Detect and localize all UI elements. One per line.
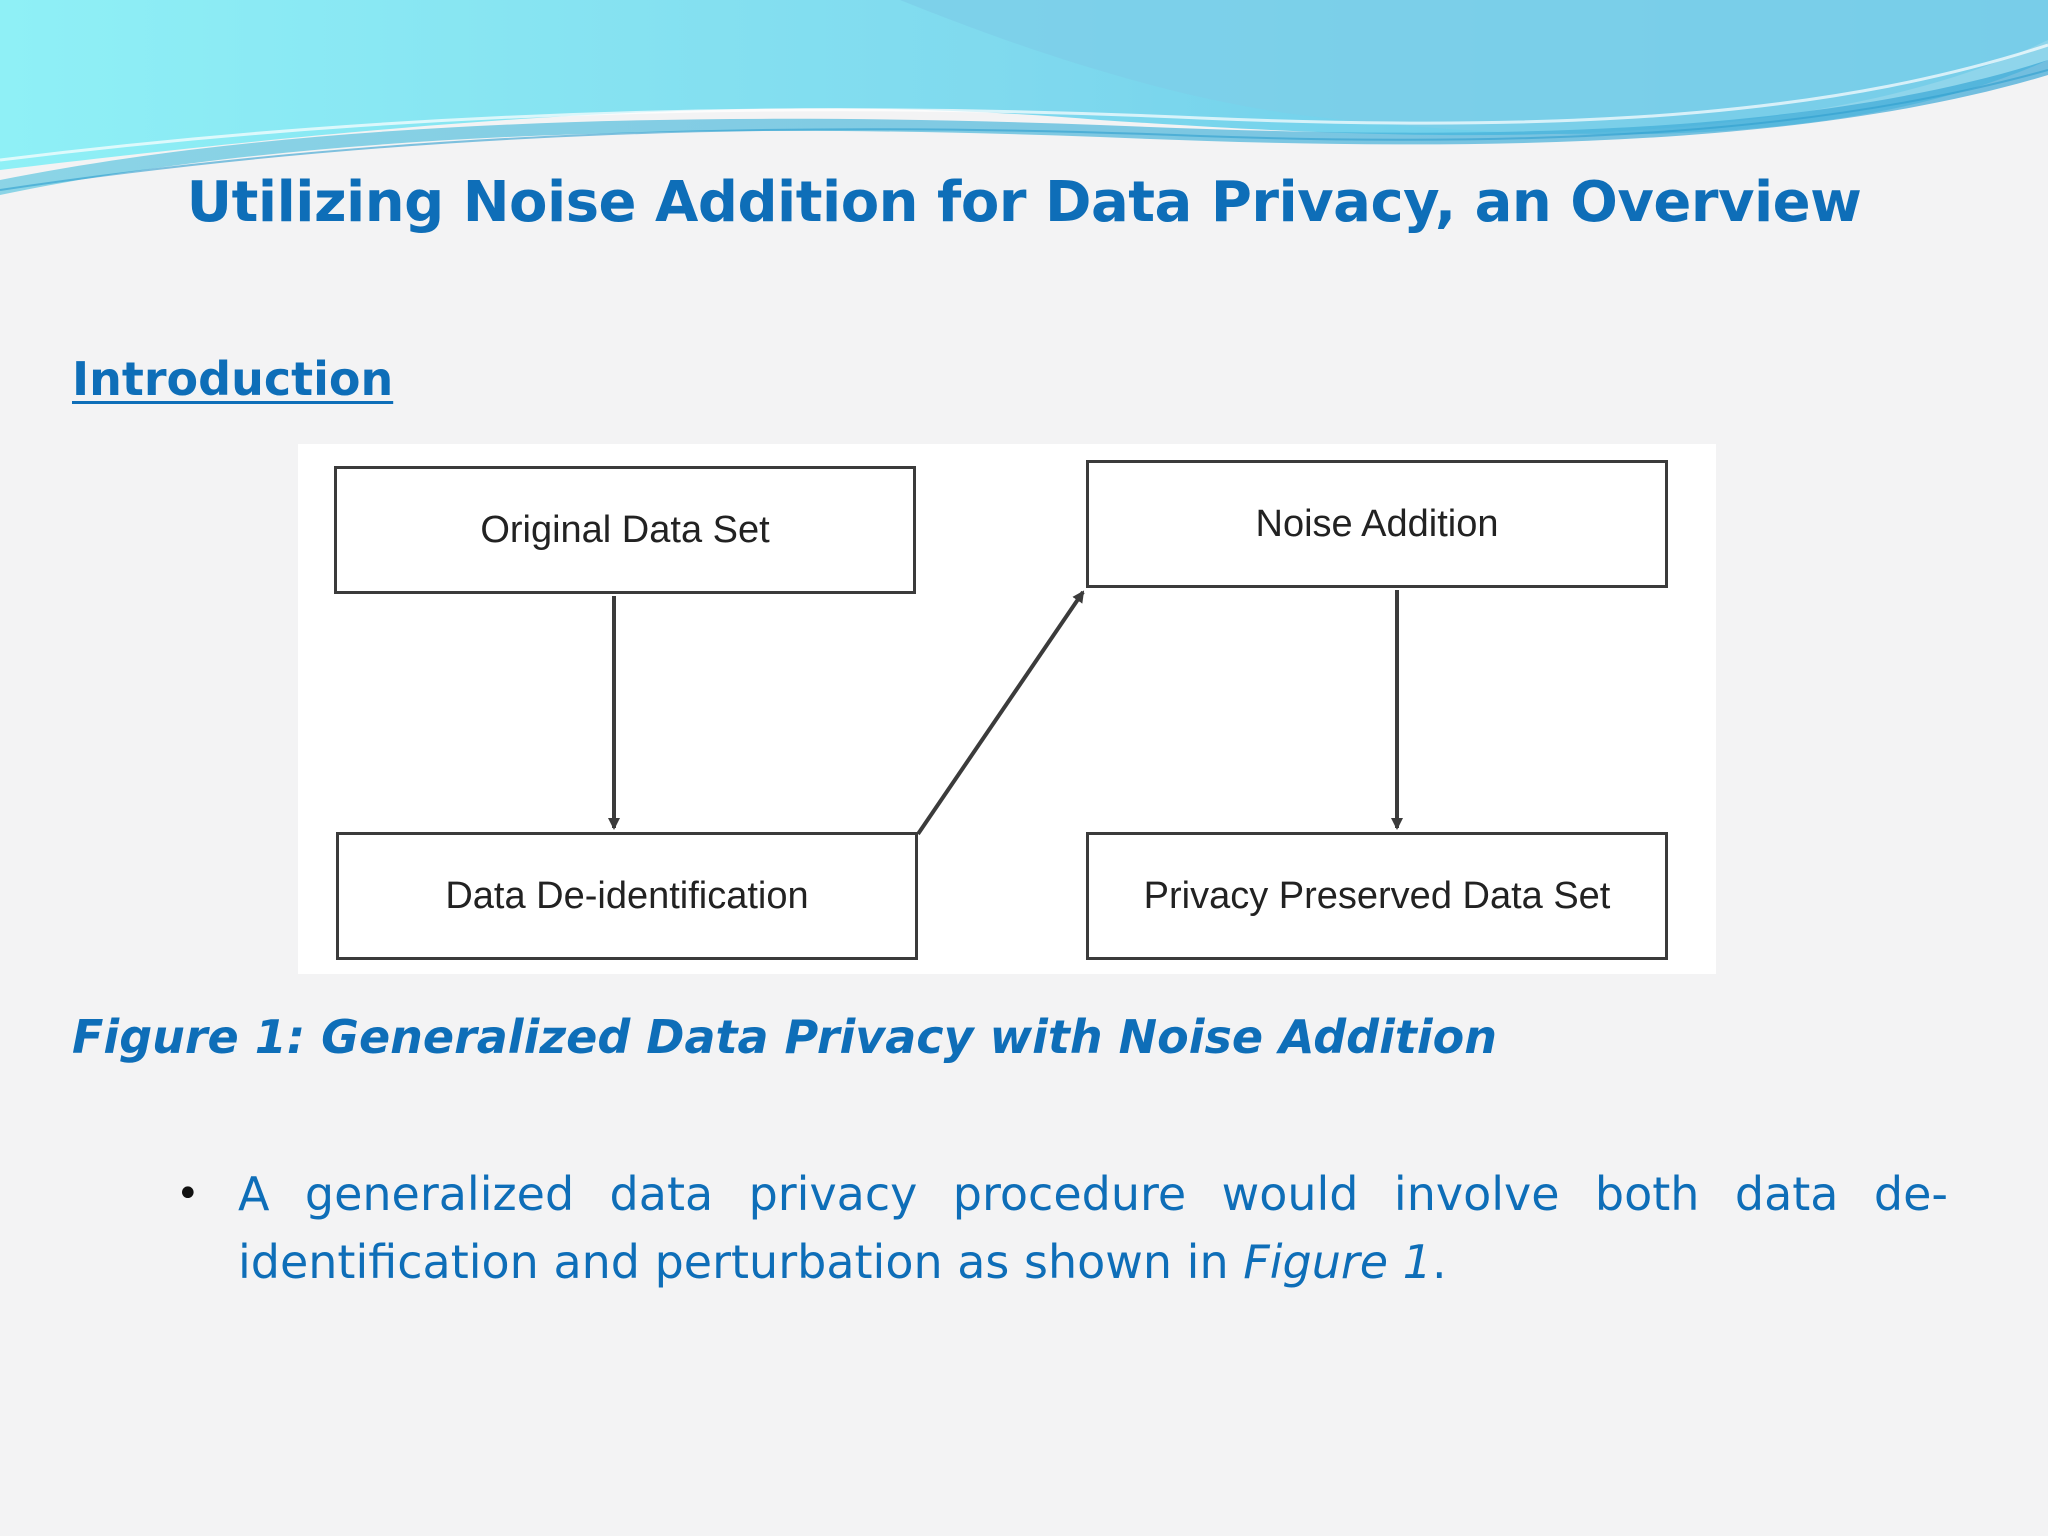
bullet-figure-reference: Figure 1 <box>1243 1235 1432 1289</box>
node-noise-addition-label: Noise Addition <box>1255 502 1499 545</box>
bullet-text-end: . <box>1431 1235 1447 1289</box>
node-privacy-preserved-data-set-label: Privacy Preserved Data Set <box>1143 874 1611 917</box>
figure-caption: Figure 1: Generalized Data Privacy with Noise Addition <box>72 1010 1497 1064</box>
bullet-list <box>168 1160 1948 1296</box>
section-heading-introduction: Introduction <box>72 352 394 406</box>
slide-title: Utilizing Noise Addition for Data Privacy, an Overview <box>186 170 1862 235</box>
node-data-de-identification-label: Data De-identification <box>445 874 809 917</box>
flow-diagram <box>298 444 1716 974</box>
bullet-marker: • <box>176 1171 200 1217</box>
node-data-de-identification <box>336 832 918 960</box>
node-privacy-preserved-data-set <box>1086 832 1668 960</box>
node-original-data-set-label: Original Data Set <box>480 508 770 551</box>
bullet-text: A generalized data privacy procedure would involve both data de-identification and perturbation as shown in <box>238 1167 1948 1289</box>
bullet-item <box>168 1160 1948 1296</box>
node-original-data-set <box>334 466 916 594</box>
node-noise-addition <box>1086 460 1668 588</box>
arrow-deidentification-to-noise <box>918 592 1083 834</box>
